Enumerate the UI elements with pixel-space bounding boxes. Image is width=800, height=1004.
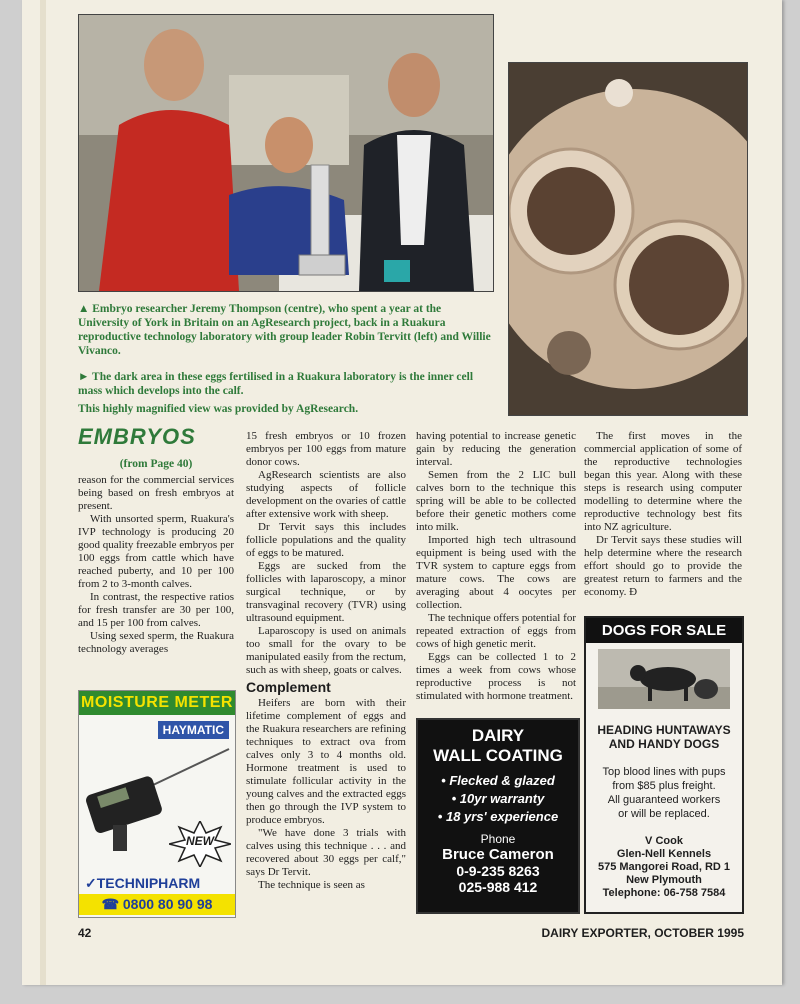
paragraph: The first moves in the commercial application of some of the reproductive technologies began this year. Along with these steps is research using computer modelling to determine where the reproductive technology best fits into NZ agriculture. [584,430,742,533]
publication-footer: DAIRY EXPORTER, OCTOBER 1995 [541,926,744,940]
paragraph: Semen from the 2 LIC bull calves born to the technique this spring will be able to be collected before their genetic mothers come into milk. [416,469,576,533]
ad-bullets [418,772,578,826]
paragraph: having potential to increase genetic gain by reducing the generation interval. [416,430,576,468]
paragraph: Dr Tervit says this includes follicle populations and the quality of eggs to be matured. [246,521,406,559]
subheading-complement: Complement [246,679,331,695]
article-column-2 [246,430,406,892]
paragraph: Dr Tervit says these studies will help determine where the research effort should go to provide the greatest return to farmers and the economy. Ð [584,534,742,598]
ad-body-line: All guaranteed workers [607,794,721,806]
dogs-for-sale-ad[interactable] [584,616,744,914]
paragraph: Using sexed sperm, the Ruakura technology averages [78,630,234,655]
magazine-page [22,0,782,985]
ad-heading-line1: HEADING HUNTAWAYS [597,723,731,737]
paragraph: In contrast, the respective ratios for fresh transfer are 30 per 100, and 15 per 100 from calves. [78,591,234,629]
micrograph-credit: This highly magnified view was provided by AgResearch. [78,403,359,415]
continued-from: (from Page 40) [119,458,193,470]
ad-brand: HAYMATIC [158,721,229,739]
ad-telephone[interactable]: Telephone: 06-758 7584 [602,887,726,899]
micrograph-photo [508,62,748,416]
ad-bullet: • 10yr warranty [451,791,545,806]
ad-title: DOGS FOR SALE [586,618,742,643]
ad-company: ✓TECHNIPHARM [85,875,201,891]
ad-phone-label: Phone [480,832,516,846]
ad-body-line: or will be replaced. [618,808,710,820]
ad-phone-2[interactable]: 025-988 412 [458,879,538,895]
ad-heading-line2: AND HANDY DOGS [608,737,720,751]
ad-body-line: from $85 plus freight. [612,780,716,792]
paragraph: The technique is seen as [258,879,365,891]
paragraph: Heifers are born with their lifetime complement of eggs and the Ruakura researchers are refining techniques to extract ova from calves only 3 to 4 months old. Hormone treatment is used to stimulate follicular activity in the young calves and the extracted eggs then go through the IVP system to produce embryos. [246,697,406,826]
article-title: EMBRYOS [78,424,196,449]
paragraph: The technique offers potential for repeated extraction of eggs from cows of high genetic merit. [416,612,576,650]
ad-bullet: • 18 yrs' experience [437,809,559,824]
dairy-wall-coating-ad[interactable] [416,718,580,914]
lab-photo-caption: ▲ Embryo researcher Jeremy Thompson (centre), who spent a year at the University of York in Britain on an AgResearch project, back in a Ruakura reproductive technology laboratory with group leader Robin Tervitt (left) and Willie Vivanco. [78,303,491,357]
ad-body-line: Top blood lines with pups [602,766,726,778]
ad-bullet: • Flecked & glazed [441,773,555,788]
paragraph: 15 fresh embryos or 10 frozen embryos per 100 eggs from mature donor cows. [246,430,406,468]
paragraph: "We have done 3 trials with calves using this technique . . . and recovered about 30 eggs per calf," says Dr Tervit. [246,827,406,878]
lab-photo [78,14,494,292]
paragraph: With unsorted sperm, Ruakura's IVP technology is producing 20 good quality freezable embryos per 100 eggs from cattle which have reached puberty, and 10 per 100 from 2 to 3-month calves. [78,513,234,590]
page-number: 42 [78,926,92,940]
dog-photo [598,649,730,709]
ad-kennels: Glen-Nell Kennels [616,848,712,860]
ad-title-line2: WALL COATING [433,746,563,765]
paragraph: Eggs can be collected 1 to 2 times a week from cows whose reproductive process is not stimulated with hormone treatment. [416,651,576,702]
ad-phone[interactable]: ☎ 0800 80 90 98 [79,894,235,915]
paragraph: AgResearch scientists are also studying aspects of follicle development on the ovaries of cattle after extensive work with sheep. [246,469,406,520]
ad-body [586,765,742,821]
lab-photo-illustration [79,15,493,291]
moisture-meter-ad[interactable] [78,690,236,918]
paragraph: Laparoscopy is used on animals too small for the ovary to be manipulated easily from the rectum, such as with sheep, goats or calves. [246,625,406,676]
micrograph-illustration [509,63,747,415]
ad-address-1: 575 Mangorei Road, RD 1 [597,861,731,873]
ad-contact [586,835,742,900]
article-column-4 [584,430,742,599]
article-column-1 [78,474,234,656]
ad-phone-1[interactable]: 0-9-235 8263 [456,863,540,879]
paragraph: reason for the commercial services being based on fresh embryos at present. [78,474,234,512]
article-column-3 [416,430,576,703]
page-gutter [40,0,46,985]
micrograph-caption: ► The dark area in these eggs fertilised in a Ruakura laboratory is the inner cell mass which develops into the calf. [78,371,474,397]
ad-title-line1: DAIRY [471,726,525,745]
paragraph: Eggs are sucked from the follicles with laparoscopy, a minor surgical technique, or by transvaginal recovery (TVR) using ultrasound equipment. [246,560,406,624]
ad-title: MOISTURE METER [79,691,235,715]
paragraph: Imported high tech ultrasound equipment is being used with the TVR system to capture eggs from mature cows. The cows are averaging about 4 oocytes per collection. [416,534,576,611]
ad-address-2: New Plymouth [626,874,702,886]
ad-contact-name: V Cook [645,835,683,847]
new-badge-text: NEW [186,834,214,848]
ad-contact-name: Bruce Cameron [442,846,554,863]
